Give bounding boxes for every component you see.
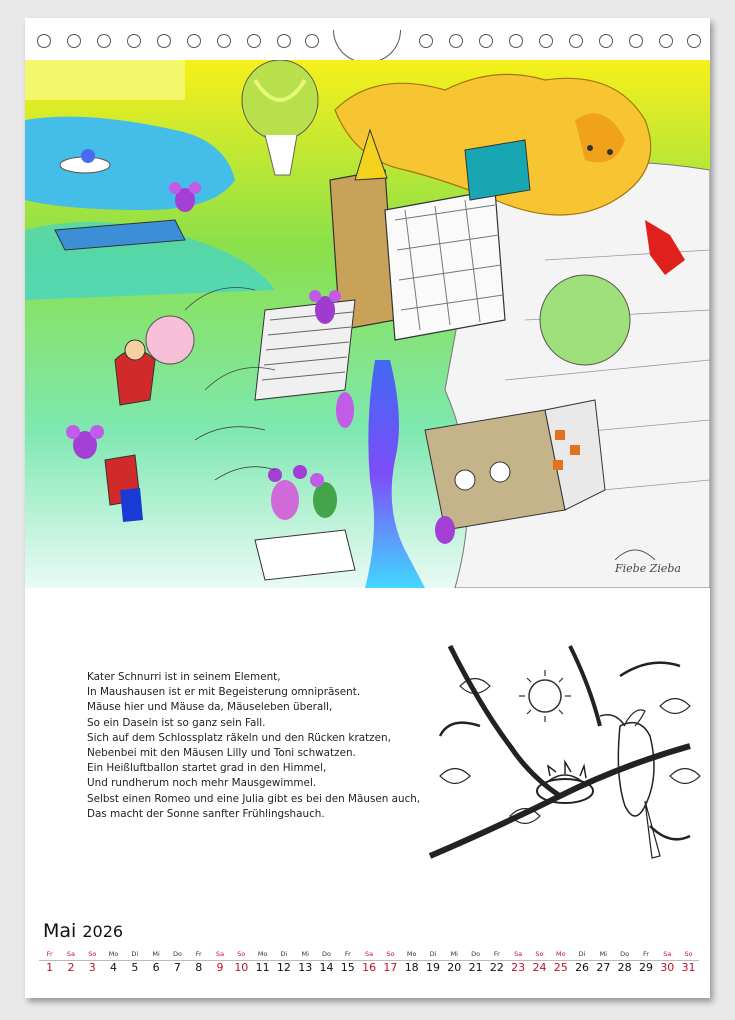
weekday-label: Do [322,950,331,958]
maushausen-drawing [25,60,710,588]
weekday-label: Do [471,950,481,958]
binding-ring [37,34,51,48]
weekday-label: Fr [642,950,649,958]
weekday-label: Di [280,950,288,958]
calendar-day [252,948,273,982]
day-number: 11 [255,961,270,974]
year: 2026 [82,922,124,941]
day-number: 10 [234,961,249,974]
weekday-label: Mo [257,950,268,958]
calendar-title [43,920,123,942]
day-number: 16 [362,961,377,974]
binding-ring [629,34,643,48]
day-number: 12 [276,961,291,974]
spiral-binding [25,32,710,62]
poem-text [87,670,427,822]
weekday-label: Sa [215,950,225,958]
calendar-page [25,18,710,998]
calendar-days [39,948,699,982]
calendar-day [124,948,145,982]
calendar-day [444,948,465,982]
weekday-label: Sa [514,950,523,958]
day-number: 20 [447,961,462,974]
calendar-day [508,948,529,982]
calendar-day [188,948,209,982]
hanger-cutout [333,30,401,63]
weekday-label: Fr [195,950,202,958]
weekday-label: Fr [46,950,53,958]
poem-line: Und rundherum noch mehr Mausgewimmel. [87,777,317,790]
binding-ring [67,34,81,48]
binding-ring [305,34,319,48]
day-number: 8 [195,961,203,974]
poem-line: Sich auf dem Schlossplatz räkeln und den Rücken kratzen, [87,731,391,744]
calendar-day [82,948,103,982]
day-number: 28 [617,961,632,974]
weekday-label: Do [172,950,182,958]
calendar-day [550,948,571,982]
weekday-label: Mi [450,950,458,958]
binding-ring [509,34,523,48]
mouse-figure [336,392,354,428]
day-number: 24 [532,961,547,974]
artist-signature: Fiebe Zieba [615,562,681,575]
day-number: 18 [404,961,419,974]
day-number: 4 [110,961,118,974]
calendar-day [614,948,635,982]
calendar-day [103,948,124,982]
calendar-day [678,948,699,982]
binding-ring [687,34,701,48]
weekday-label: Fr [493,950,500,958]
weekday-label: Mi [152,950,160,958]
poem-line: Das macht der Sonne sanfter Frühlingshauch. [87,807,325,820]
binding-ring [569,34,583,48]
day-number: 6 [152,961,160,974]
binding-ring [539,34,553,48]
poem-line: Mäuse hier und Mäuse da, Mäuseleben überall, [87,701,333,714]
weekday-label: Di [578,950,586,958]
binding-ring [449,34,463,48]
calendar-day [295,948,316,982]
binding-ring [217,34,231,48]
weekday-label: So [88,950,97,958]
weekday-label: Mo [406,950,417,958]
day-number: 14 [319,961,334,974]
day-number: 29 [638,961,653,974]
binding-ring [419,34,433,48]
weekday-label: Sa [365,950,374,958]
weekday-label: Sa [663,950,672,958]
calendar-day [145,948,166,982]
calendar-day [635,948,656,982]
day-number: 22 [489,961,504,974]
day-number: 19 [425,961,440,974]
calendar-day [358,948,379,982]
weekday-label: So [386,950,395,958]
day-number: 23 [511,961,526,974]
poem-line: So ein Dasein ist so ganz sein Fall. [87,716,266,729]
calendar-day [231,948,252,982]
binding-ring [659,34,673,48]
poem-line: Selbst einen Romeo und eine Julia gibt es bei den Mäusen auch, [87,792,421,805]
day-number: 2 [67,961,75,974]
calendar-day [593,948,614,982]
binding-ring [277,34,291,48]
weekday-label: So [684,950,693,958]
poem-line: Kater Schnurri ist in seinem Element, [87,671,281,683]
weekday-label: Mo [108,950,119,958]
calendar-day [486,948,507,982]
calendar-day [209,948,230,982]
binding-ring [187,34,201,48]
mouse-figure [435,516,455,544]
calendar-day [60,948,81,982]
calendar-day [316,948,337,982]
main-illustration [25,60,710,588]
calendar-day [401,948,422,982]
binding-ring [97,34,111,48]
day-number: 26 [575,961,590,974]
weekday-label: Di [429,950,437,958]
calendar-day [422,948,443,982]
poem-line: Ein Heißluftballon startet grad in den Himmel, [87,762,327,775]
bird-sketch [420,626,710,876]
weekday-label: Mi [599,950,608,958]
binding-ring [247,34,261,48]
weekday-label: Fr [344,950,351,958]
weekday-label: Sa [66,950,75,958]
calendar-day [465,948,486,982]
weekday-label: Do [620,950,630,958]
calendar-day [273,948,294,982]
calendar-day [167,948,188,982]
calendar-day [657,948,678,982]
hoopoe-drawing [420,626,710,876]
day-number: 17 [383,961,398,974]
calendar-day [39,948,60,982]
weekday-label: Di [131,950,139,958]
calendar-day [529,948,550,982]
day-number: 31 [681,961,696,974]
poem-line: In Maushausen ist er mit Begeisterung omnipräsent. [87,686,361,699]
day-number: 27 [596,961,611,974]
calendar-day [571,948,592,982]
binding-ring [479,34,493,48]
weekday-label: Mo [555,950,566,958]
day-number: 25 [553,961,568,974]
calendar-day [337,948,358,982]
calendar-day [380,948,401,982]
day-number: 13 [298,961,313,974]
day-number: 21 [468,961,483,974]
binding-ring [599,34,613,48]
binding-ring [127,34,141,48]
month-name: Mai [43,920,77,942]
day-number: 15 [340,961,355,974]
poem-line: Nebenbei mit den Mäusen Lilly und Toni schwatzen. [87,747,356,760]
day-number: 9 [216,961,224,974]
weekday-label: So [535,950,544,958]
weekday-label: So [237,950,246,958]
day-number: 3 [88,961,96,974]
day-number: 5 [131,961,139,974]
day-number: 1 [46,961,54,974]
binding-ring [157,34,171,48]
day-number: 30 [660,961,675,974]
weekday-label: Mi [301,950,309,958]
day-number: 7 [173,961,181,974]
